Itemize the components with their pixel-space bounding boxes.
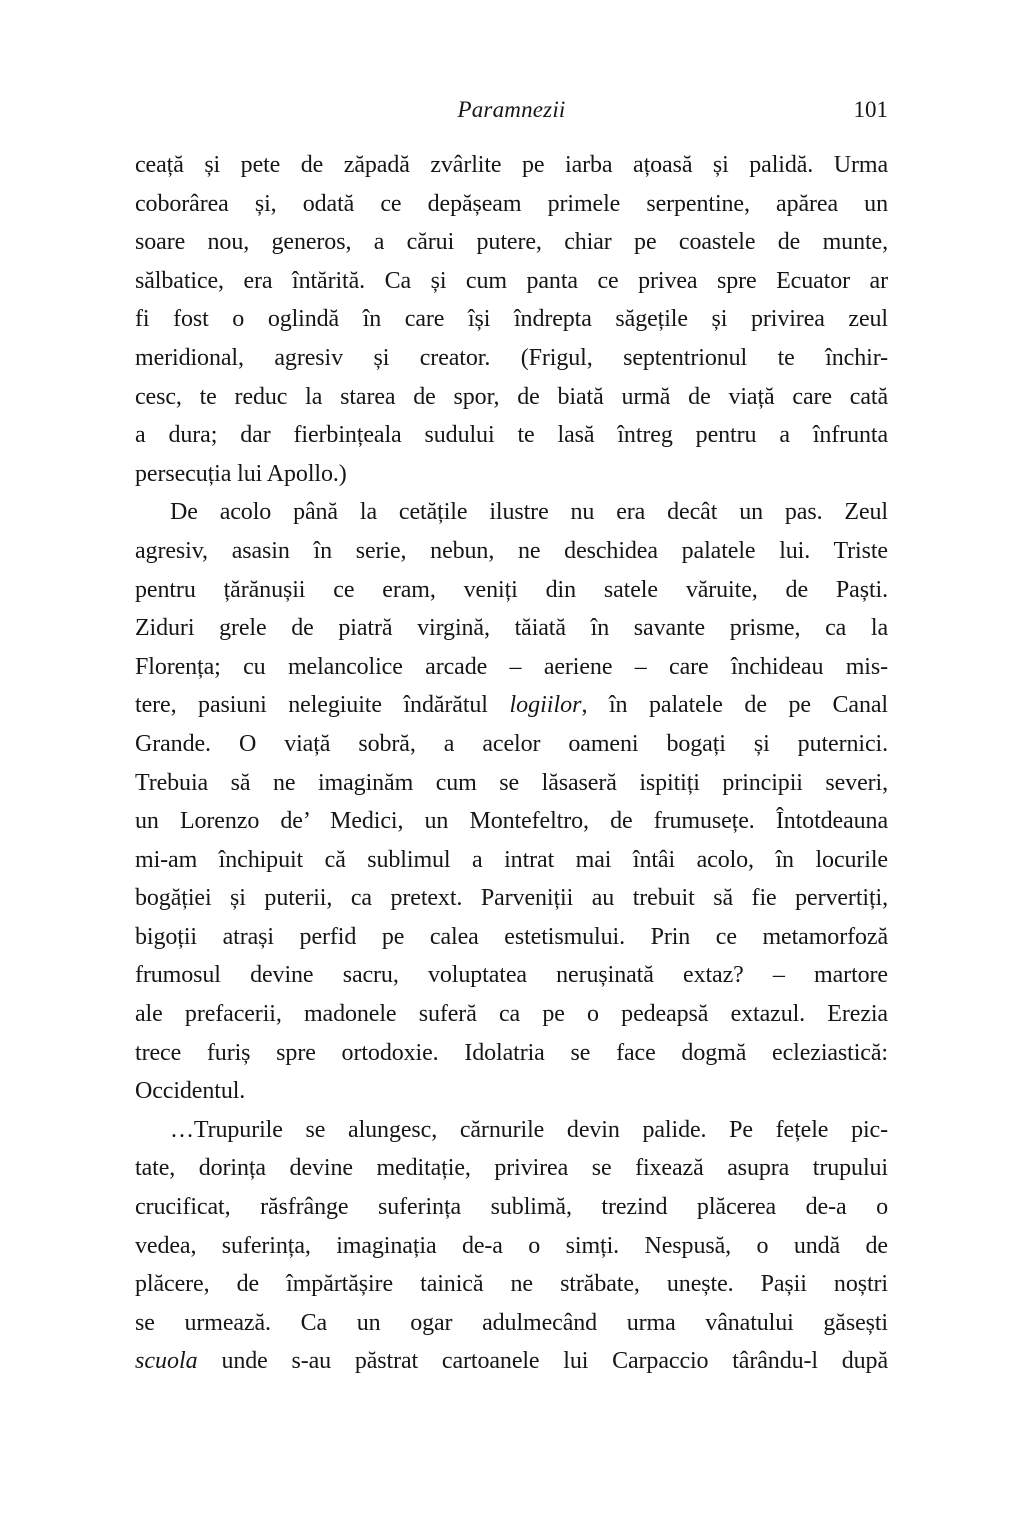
text-line xyxy=(135,1304,888,1343)
text-segment: fi fost o oglindă în care își îndrepta săgețile și privirea zeul xyxy=(135,306,888,333)
text-segment: , în palatele de pe Canal xyxy=(581,692,888,719)
text-line xyxy=(135,725,888,764)
text-segment: frumosul devine sacru, voluptatea nerușinată extaz? – martore xyxy=(135,962,888,989)
text-line xyxy=(135,223,888,262)
text-segment: tere, pasiuni nelegiuite îndărătul xyxy=(135,692,510,719)
running-title: Paramnezii xyxy=(457,97,566,122)
text-segment: unde s-au păstrat cartoanele lui Carpaccio târându-l după xyxy=(197,1348,888,1375)
text-segment: Florența; cu melancolice arcade – aeriene – care închideau mis- xyxy=(135,653,888,680)
text-line xyxy=(135,339,888,378)
text-line xyxy=(135,841,888,880)
text-line xyxy=(135,609,888,648)
text-segment: ceață și pete de zăpadă zvârlite pe iarba ațoasă și palidă. Urma xyxy=(135,152,888,178)
text-segment: …Trupurile se alungesc, cărnurile devin palide. Pe fețele pic- xyxy=(170,1116,888,1143)
text-segment: a dura; dar fierbințeala sudului te lasă întreg pentru a înfrunta xyxy=(135,422,888,449)
text-segment: soare nou, generos, a cărui putere, chiar pe coastele de munte, xyxy=(135,229,888,256)
text-line xyxy=(135,995,888,1034)
text-line xyxy=(135,1111,888,1150)
text-segment: un Lorenzo de’ Medici, un Montefeltro, de frumusețe. Întotdeauna xyxy=(135,808,888,835)
text-line xyxy=(135,686,888,725)
text-segment: cesc, te reduc la starea de spor, de biată urmă de viață care cată xyxy=(135,383,888,410)
text-line xyxy=(135,416,888,455)
page-body xyxy=(135,146,888,1381)
text-line xyxy=(135,532,888,571)
text-segment: ale prefacerii, madonele suferă ca pe o pedeapsă extazul. Erezia xyxy=(135,1001,888,1028)
text-line xyxy=(135,262,888,301)
text-segment: bigoții atrași perfid pe calea estetismului. Prin ce metamorfoză xyxy=(135,923,888,950)
text-line xyxy=(135,879,888,918)
text-segment: plăcere, de împărtășire tainică ne străbate, unește. Pașii noștri xyxy=(135,1271,888,1298)
text-line xyxy=(135,648,888,687)
text-line xyxy=(135,571,888,610)
page-number: 101 xyxy=(853,97,888,122)
text-line xyxy=(135,956,888,995)
text-segment: agresiv, asasin în serie, nebun, ne deschidea palatele lui. Triste xyxy=(135,537,888,564)
text-segment: pentru țărănușii ce eram, veniți din satele văruite, de Paști. xyxy=(135,576,888,603)
text-segment: vedea, suferința, imaginația de-a o simți. Nespusă, o undă de xyxy=(135,1232,888,1259)
text-line xyxy=(135,1188,888,1227)
text-segment: coborârea și, odată ce depășeam primele serpentine, apărea un xyxy=(135,190,888,217)
text-line xyxy=(135,378,888,417)
text-segment: Ziduri grele de piatră virgină, tăiată în savante prisme, ca la xyxy=(135,615,888,642)
text-segment: persecuția lui Apollo.) xyxy=(135,460,347,487)
text-segment: Occidentul. xyxy=(135,1078,246,1105)
text-line xyxy=(135,146,888,185)
text-segment: mi-am închipuit că sublimul a intrat mai întâi acolo, în locurile xyxy=(135,846,888,873)
text-line xyxy=(135,185,888,224)
text-line xyxy=(135,1034,888,1073)
text-segment: bogăției și puterii, ca pretext. Parveniții au trebuit să fie pervertiți, xyxy=(135,885,888,912)
text-segment: trece furiș spre ortodoxie. Idolatria se face dogmă ecleziastică: xyxy=(135,1039,888,1066)
text-line xyxy=(135,300,888,339)
text-segment: se urmează. Ca un ogar adulmecând urma vânatului găsești xyxy=(135,1309,888,1336)
text-segment: crucificat, răsfrânge suferința sublimă, trezind plăcerea de-a o xyxy=(135,1194,888,1221)
text-segment: Trebuia să ne imaginăm cum se lăsaseră ispitiți principii severi, xyxy=(135,769,888,796)
text-segment: De acolo până la cetățile ilustre nu era decât un pas. Zeul xyxy=(170,499,888,526)
text-segment: tate, dorința devine meditație, privirea se fixează asupra trupului xyxy=(135,1155,888,1182)
text-line xyxy=(135,802,888,841)
text-line xyxy=(135,455,888,494)
text-line xyxy=(135,1342,888,1381)
text-line xyxy=(135,764,888,803)
italic-text-segment: scuola xyxy=(135,1348,198,1375)
text-segment: meridional, agresiv și creator. (Frigul, septentrionul te închir- xyxy=(135,344,888,371)
text-line xyxy=(135,1227,888,1266)
text-line xyxy=(135,1072,888,1111)
text-line xyxy=(135,1149,888,1188)
text-line xyxy=(135,493,888,532)
text-segment: Grande. O viață sobră, a acelor oameni bogați și puternici. xyxy=(135,730,888,757)
text-line xyxy=(135,918,888,957)
text-line xyxy=(135,1265,888,1304)
italic-text-segment: logiilor xyxy=(509,692,582,719)
text-segment: sălbatice, era întărită. Ca și cum panta ce privea spre Ecuator ar xyxy=(135,267,888,294)
